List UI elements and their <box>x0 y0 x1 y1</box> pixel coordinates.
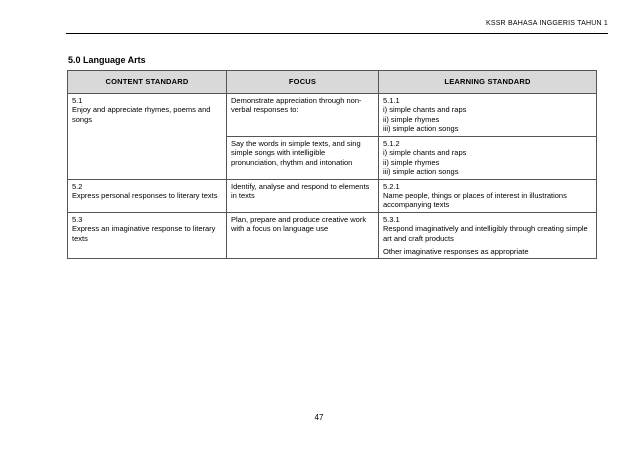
learning-standard-cell <box>379 212 597 259</box>
content-text: Express an imaginative response to literary texts <box>72 224 216 243</box>
ls-item: i) simple chants and raps <box>383 105 467 115</box>
content-code: 5.3 <box>72 214 83 224</box>
focus-text: Identify, analyse and respond to elements in texts <box>231 181 370 201</box>
content-standard-cell <box>68 94 227 180</box>
ls-item: i) simple chants and raps <box>383 148 467 158</box>
running-header: KSSR BAHASA INGGERIS TAHUN 1 <box>485 20 608 27</box>
ls-text: Name people, things or places of interest in illustrations accompanying texts <box>383 191 567 210</box>
learning-standard-cell <box>379 137 597 180</box>
ls-code: 5.1.2 <box>383 139 400 148</box>
ls-code: 5.2.1 <box>383 181 400 191</box>
learning-standard-cell <box>379 94 597 137</box>
content-standard-cell <box>68 179 227 212</box>
content-code: 5.2 <box>72 181 83 191</box>
focus-cell <box>227 137 379 180</box>
table-header-row <box>68 71 597 94</box>
column-header-focus: FOCUS <box>227 71 379 94</box>
standards-table <box>67 70 597 259</box>
table-row <box>68 94 597 137</box>
page-number: 47 <box>314 413 324 422</box>
focus-cell <box>227 179 379 212</box>
content-text: Enjoy and appreciate rhymes, poems and songs <box>72 105 211 124</box>
column-header-learning-standard: LEARNING STANDARD <box>379 71 597 94</box>
focus-cell <box>227 94 379 137</box>
ls-code: 5.1.1 <box>383 96 400 105</box>
ls-item: iii) simple action songs <box>383 124 459 134</box>
focus-text: Plan, prepare and produce creative work with a focus on language use <box>231 214 367 234</box>
ls-code: 5.3.1 <box>383 214 400 224</box>
header-rule <box>66 33 608 34</box>
section-title: 5.0 Language Arts <box>68 55 146 65</box>
ls-item: ii) simple rhymes <box>383 114 440 124</box>
table-row <box>68 179 597 212</box>
column-header-content-standard: CONTENT STANDARD <box>68 71 227 94</box>
content-standard-cell <box>68 212 227 259</box>
content-code: 5.1 <box>72 96 83 105</box>
table-row <box>68 212 597 259</box>
focus-cell <box>227 212 379 259</box>
focus-text: Say the words in simple texts, and sing simple songs with intelligible pronunciation, rhythm and intonation <box>231 139 361 167</box>
content-text: Express personal responses to literary texts <box>72 191 218 201</box>
ls-item: ii) simple rhymes <box>383 157 440 167</box>
ls-text: Respond imaginatively and intelligibly through creating simple art and craft products <box>383 224 588 243</box>
ls-item: iii) simple action songs <box>383 167 459 177</box>
learning-standard-cell <box>379 179 597 212</box>
focus-text: Demonstrate appreciation through non-verbal responses to: <box>231 96 362 115</box>
ls-extra-text: Other imaginative responses as appropriate <box>383 247 529 257</box>
